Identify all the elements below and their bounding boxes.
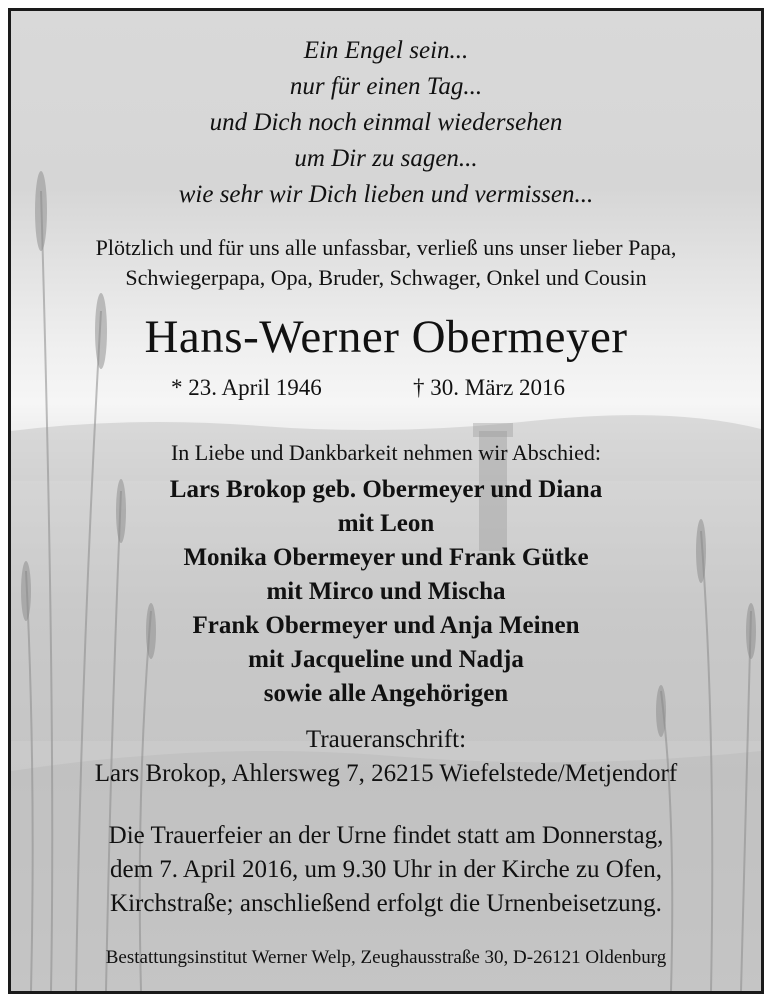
service-line: dem 7. April 2016, um 9.30 Uhr in der Kirche zu Ofen, <box>110 856 662 883</box>
farewell-text: In Liebe und Dankbarkeit nehmen wir Abschied: <box>170 440 602 465</box>
poem-line: wie sehr wir Dich lieben und vermissen... <box>178 181 594 208</box>
poem-line: nur für einen Tag... <box>289 73 483 100</box>
mourner-line: mit Mirco und Mischa <box>266 578 506 605</box>
mourner-line: mit Jacqueline und Nadja <box>248 646 524 673</box>
death-date: † 30. März 2016 <box>413 375 566 400</box>
deceased-name: Hans-Werner Obermeyer <box>144 311 628 363</box>
address-label: Traueranschrift: <box>305 726 467 753</box>
undertaker-info: Bestattungsinstitut Werner Welp, Zeughausstraße 30, D-26121 Oldenburg <box>105 947 667 968</box>
intro-line: Schwiegerpapa, Opa, Bruder, Schwager, Onkel und Cousin <box>125 265 647 290</box>
intro-line: Plötzlich und für uns alle unfassbar, verließ uns unser lieber Papa, <box>95 235 677 260</box>
address-value: Lars Brokop, Ahlersweg 7, 26215 Wiefelstede/Metjendorf <box>94 760 678 787</box>
poem-line: Ein Engel sein... <box>303 37 469 64</box>
obituary-notice <box>8 8 764 994</box>
service-line: Die Trauerfeier an der Urne findet statt am Donnerstag, <box>108 822 664 849</box>
mourner-line: Frank Obermeyer und Anja Meinen <box>192 612 580 639</box>
mourner-line: mit Leon <box>337 510 435 537</box>
service-line: Kirchstraße; anschließend erfolgt die Urnenbeisetzung. <box>110 890 662 917</box>
mourner-line: Monika Obermeyer und Frank Gütke <box>183 544 589 571</box>
mourner-line: Lars Brokop geb. Obermeyer und Diana <box>169 476 603 503</box>
poem-line: um Dir zu sagen... <box>294 145 478 172</box>
mourner-line: sowie alle Angehörigen <box>263 680 509 707</box>
poem-line: und Dich noch einmal wiedersehen <box>209 109 563 136</box>
life-dates <box>11 373 761 403</box>
birth-date: * 23. April 1946 <box>171 375 322 400</box>
